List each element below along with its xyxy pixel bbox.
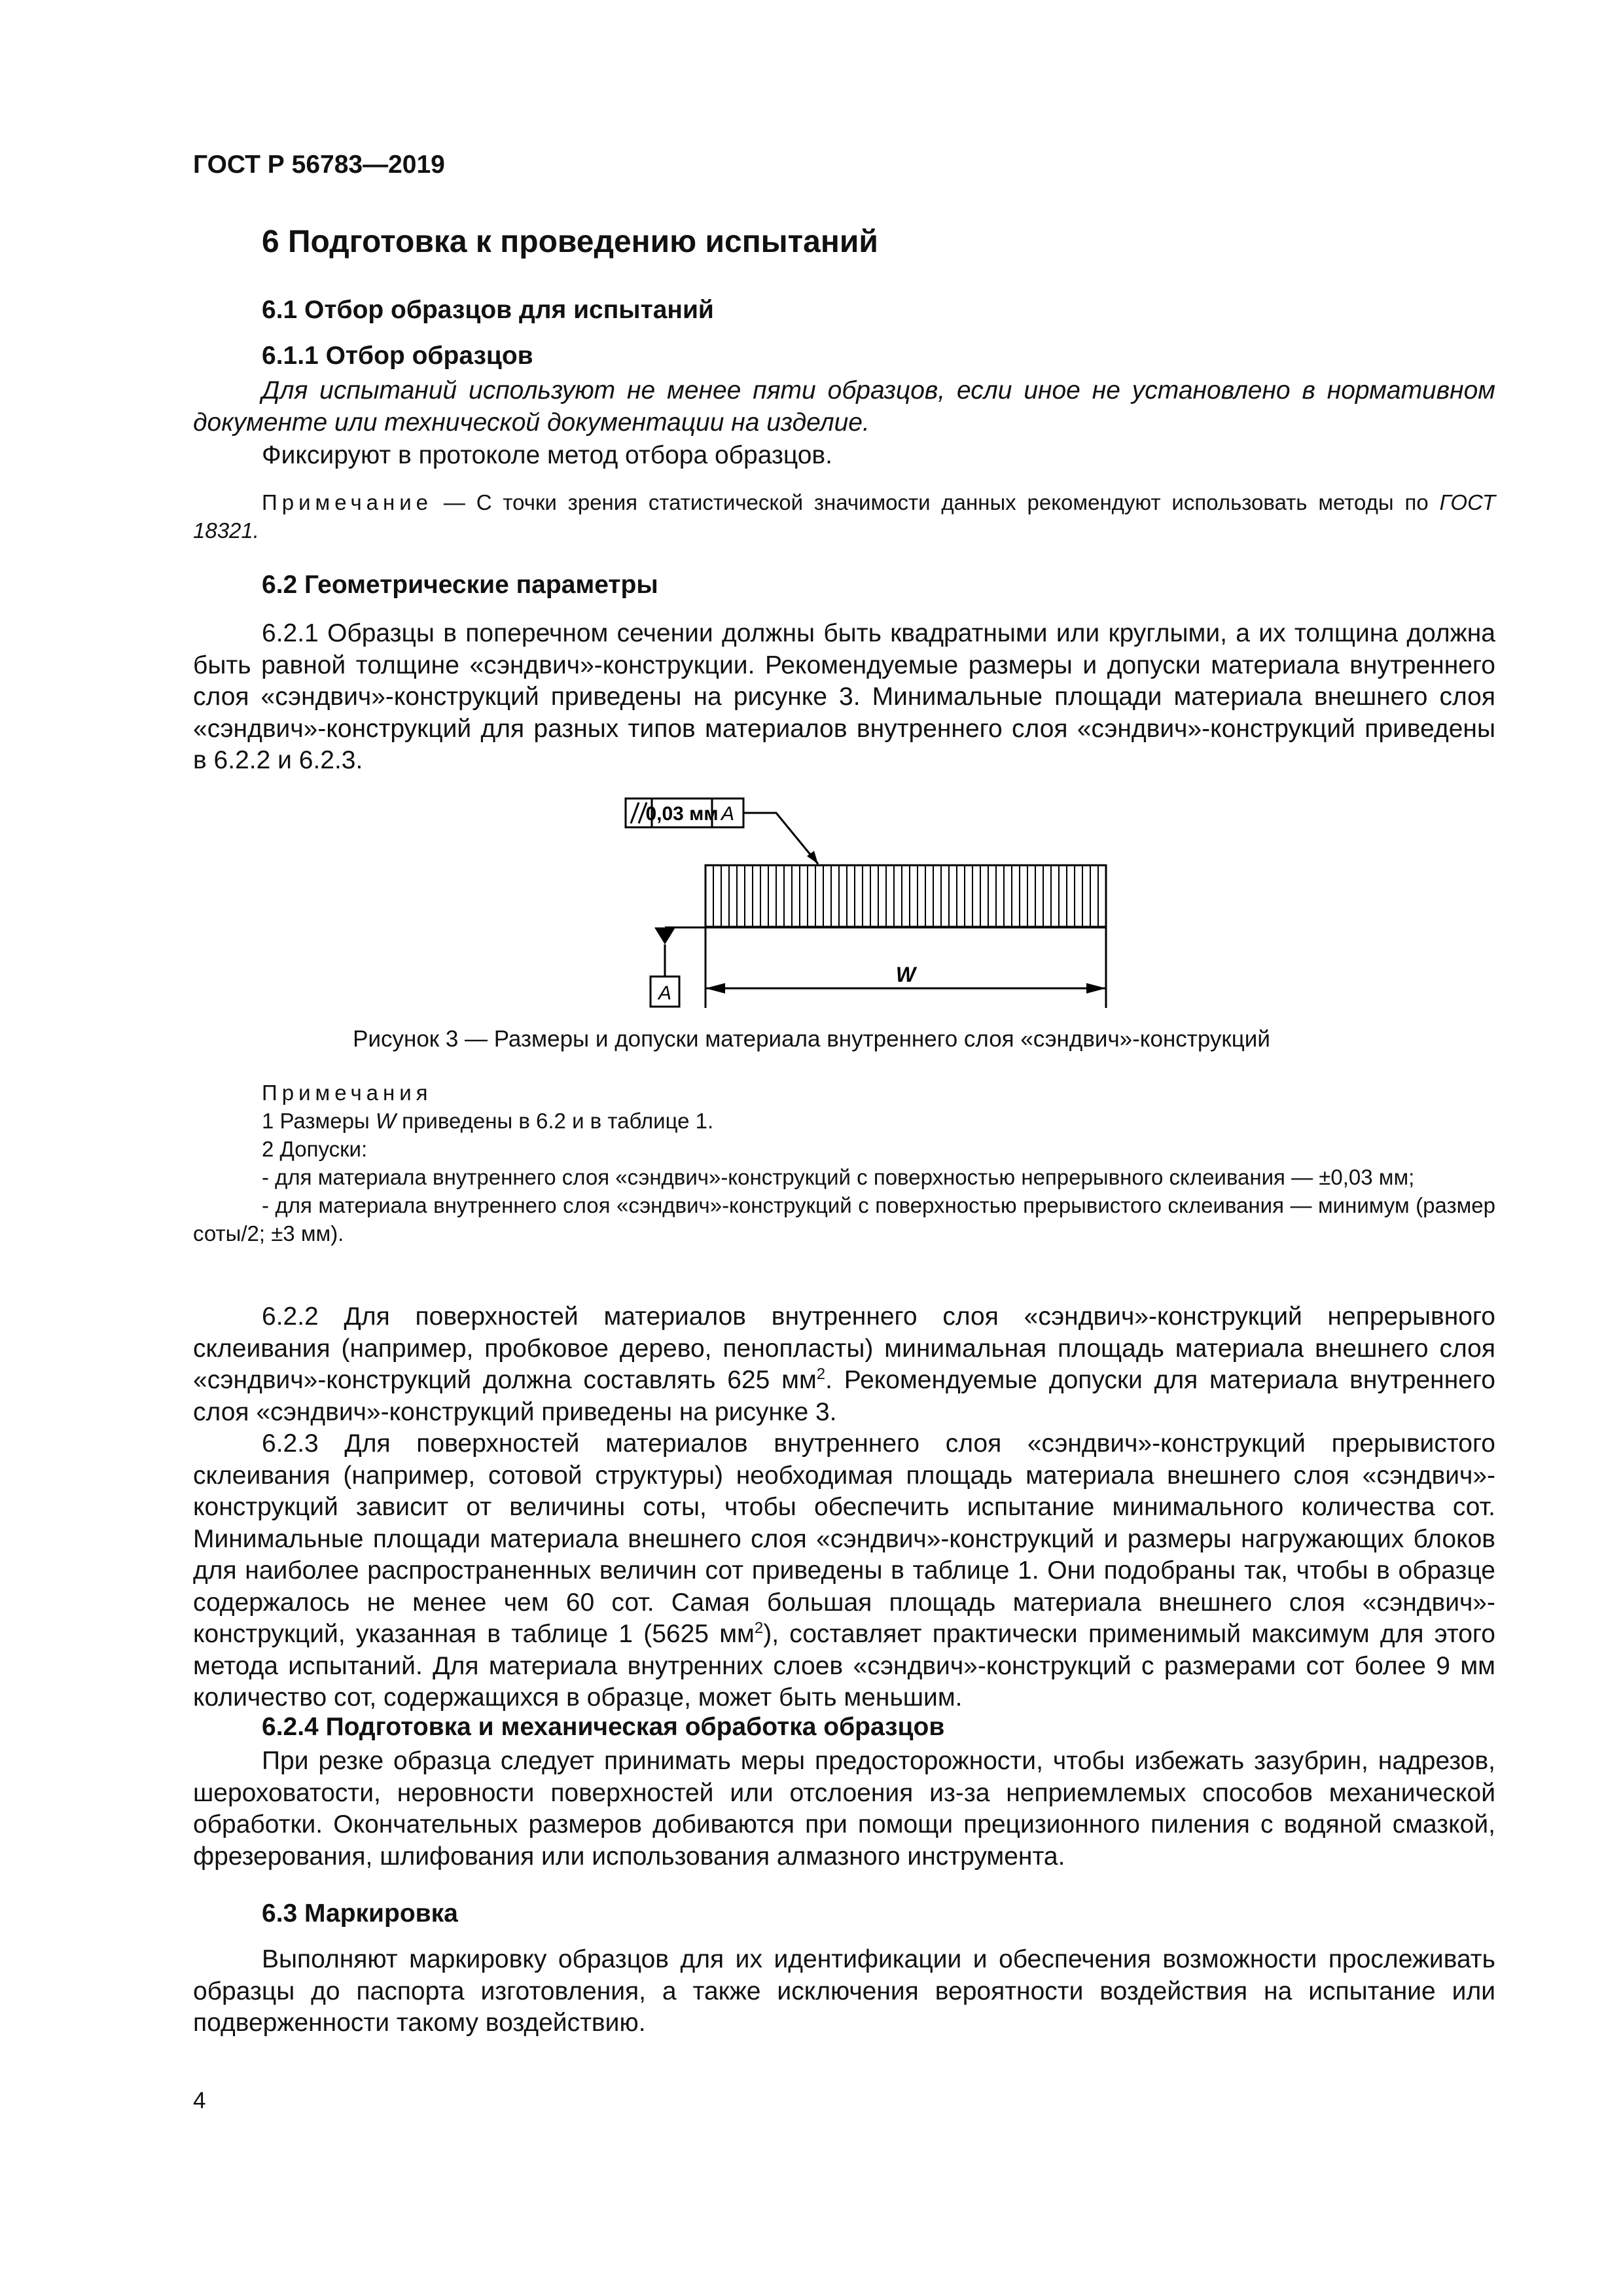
section-title: 6 Подготовка к проведению испытаний bbox=[262, 224, 878, 259]
subsection-6-1-1-title: 6.1.1 Отбор образцов bbox=[262, 342, 533, 370]
core-specimen bbox=[705, 865, 1106, 927]
paragraph-sampling: Для испытаний используют не менее пяти образцов, если иное не установлено в нормативном документе или технической документации на изделие. bbox=[193, 376, 1495, 437]
paragraph-6-2-1: 6.2.1 Образцы в поперечном сечении должны быть квадратными или круглыми, а их толщина должна быть равной толщине «сэндвич»-конструкции. Рекомендуемые размеры и допуски материала внутреннего слоя «сэндвич»-конструкций приведены на рисунке 3. Минимальные площади материала внешнего слоя «сэндвич»-конструкций для разных типов материалов внутреннего слоя «сэндвич»-конструкций приведены в 6.2.2 и 6.2.3. bbox=[193, 619, 1495, 774]
tolerance-datum: A bbox=[721, 803, 735, 825]
subsection-6-2-4-title: 6.2.4 Подготовка и механическая обработка образцов bbox=[262, 1713, 945, 1741]
leader-line bbox=[743, 813, 818, 864]
notes-block: Примечания 1 Размеры W приведены в 6.2 и в таблице 1. 2 Допуски: - для материала внутреннего слоя «сэндвич»-конструкций с поверхностью непрерывного склеивания — ±0,03 мм; - для материала внутреннего слоя «сэндвич»-конструкций с поверхностью прерывистого склеивания — минимум (размер соты/2; ±3 мм). bbox=[193, 1081, 1495, 1246]
figure-caption: Рисунок 3 — Размеры и допуски материала внутреннего слоя «сэндвич»-конструкций bbox=[353, 1026, 1270, 1052]
tolerance-value: 0,03 мм bbox=[645, 803, 719, 825]
paragraph-6-2-2: 6.2.2 Для поверхностей материалов внутреннего слоя «сэндвич»-конструкций непрерывного склеивания (например, пробковое дерево, пенопласты) минимальная площадь материала внешнего слоя «сэндвич»-конструкций должна составлять 625 $мм^2$. Рекомендуемые допуски для материала внутреннего слоя «сэндвич»-конструкций приведены на рисунке 3. bbox=[193, 1302, 1495, 1426]
subsection-6-3-title: 6.3 Маркировка bbox=[262, 1899, 458, 1928]
width-label: W bbox=[895, 963, 916, 986]
notes-label: Примечания bbox=[262, 1081, 433, 1105]
tolerance-frame bbox=[626, 798, 743, 827]
datum-label: A bbox=[658, 982, 672, 1004]
datum-triangle bbox=[654, 927, 675, 944]
paragraph-6-2-3: 6.2.3 Для поверхностей материалов внутреннего слоя «сэндвич»-конструкций прерывистого склеивания (например, сотовой структуры) необходимая площадь материала внешнего слоя «сэндвич»-конструкций зависит от величины соты, чтобы обеспечить испытание минимального количества сот. Минимальные площади материала внешнего слоя «сэндвич»-конструкций и размеры нагружающих блоков для наиболее распространенных величин сот приведены в таблице 1. Они подобраны так, чтобы в образце содержалось не менее чем 60 сот. Самая большая площадь материала внешнего слоя «сэндвич»-конструкций, указанная в таблице 1 (5625 $мм^2$), составляет практически применимый максимум для этого метода испытаний. Для материала внутренних слоев «сэндвич»-конструкций с размерами сот более 9 мм количество сот, содержащихся в образце, может быть меньшим. bbox=[193, 1429, 1495, 1712]
paragraph-6-3: Выполняют маркировку образцов для их идентификации и обеспечения возможности прослеживать образцы до паспорта изготовления, а также исключения вероятности воздействия на испытание или подверженности такому воздействию. bbox=[193, 1945, 1495, 2037]
paragraph-protocol: Фиксируют в протоколе метод отбора образцов. bbox=[262, 441, 832, 469]
document-header: ГОСТ Р 56783—2019 bbox=[193, 151, 445, 179]
figure-3-diagram bbox=[622, 792, 1119, 1021]
subsection-6-1-title: 6.1 Отбор образцов для испытаний bbox=[262, 296, 714, 324]
page-number: 4 bbox=[193, 2088, 206, 2113]
note-statistics: Примечание — С точки зрения статистической значимости данных рекомендуют использовать методы по ГОСТ 18321. bbox=[193, 490, 1495, 543]
paragraph-6-2-4: При резке образца следует принимать меры предосторожности, чтобы избежать зазубрин, надрезов, шероховатости, неровности поверхностей или отслоения из-за неприемлемых способов механической обработки. Окончательных размеров добиваются при помощи прецизионного пиления с водяной смазкой, фрезерования, шлифования или использования алмазного инструмента. bbox=[193, 1747, 1495, 1871]
subsection-6-2-title: 6.2 Геометрические параметры bbox=[262, 571, 658, 599]
